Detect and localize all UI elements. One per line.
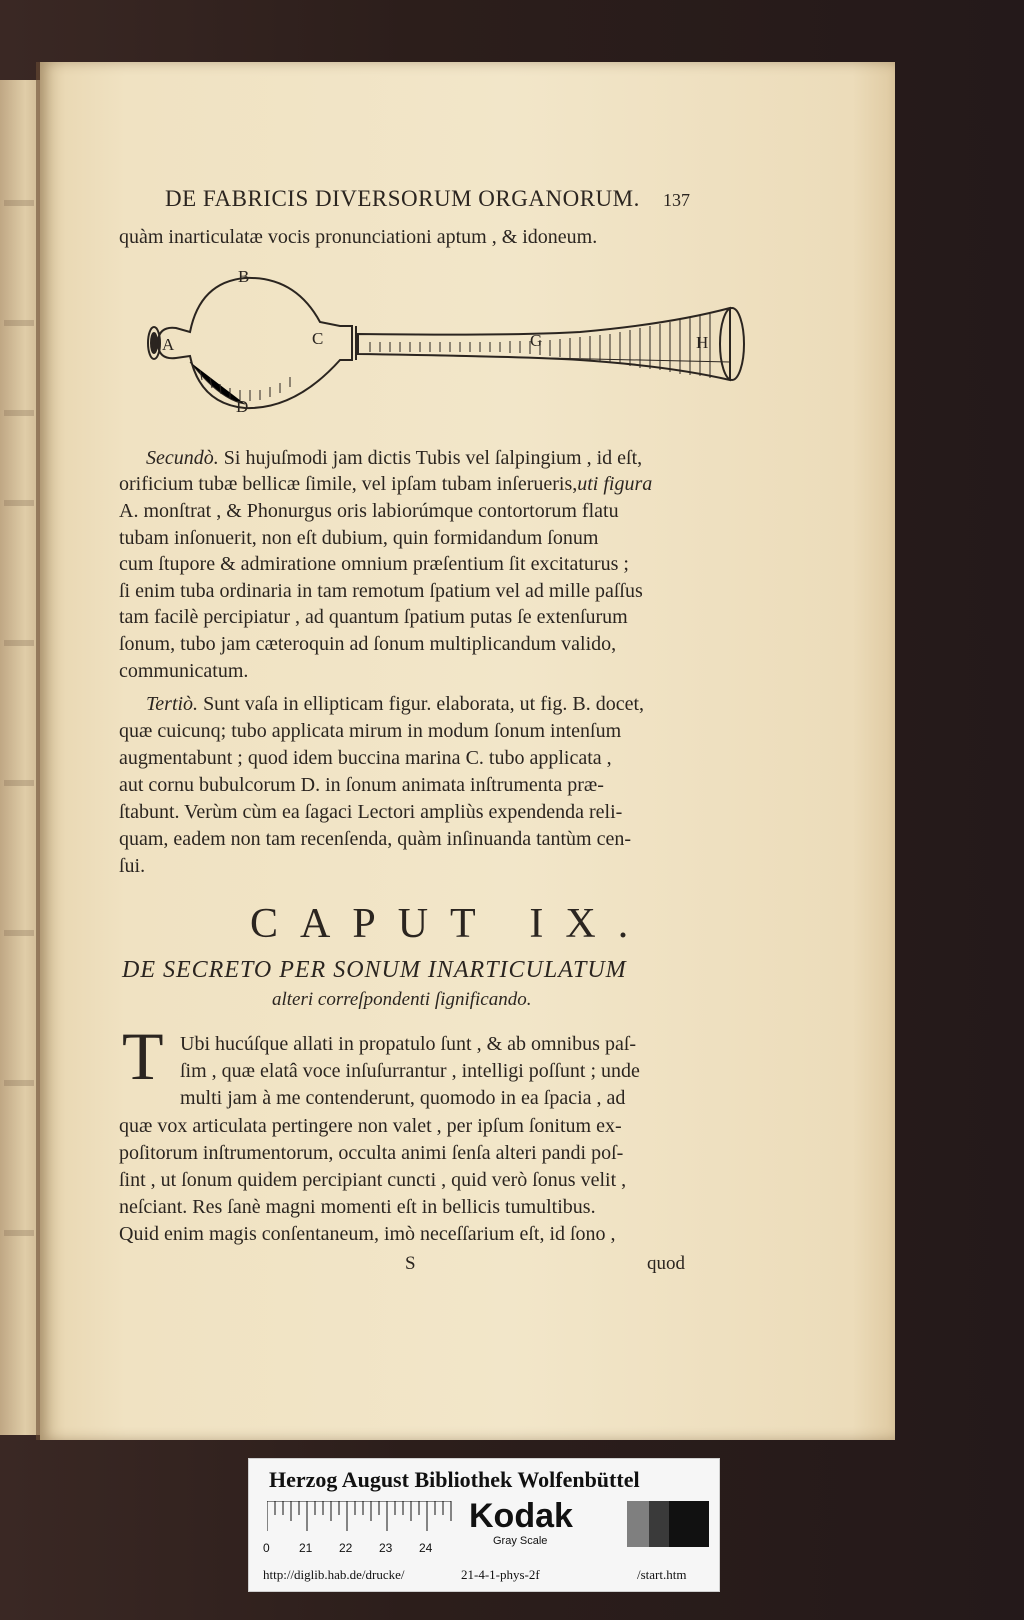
figure-label-c: C	[312, 329, 324, 348]
chapter-line: poſitorum inſtrumentorum, occulta animi ſenſa alteri pandi poſ-	[119, 1142, 624, 1164]
p2-line: augmentabunt ; quod idem buccina marina C. tubo applicata ,	[119, 747, 612, 769]
chapter-line: Ubi hucúſque allati in propatulo ſunt , & ab omnibus paſ-	[180, 1033, 637, 1055]
p2-line: Tertiò. Sunt vaſa in ellipticam figur. elaborata, ut fig. B. docet,	[146, 693, 645, 715]
kodak-logo: Kodak	[469, 1497, 573, 1535]
scale-number: 24	[419, 1541, 433, 1555]
page-number: 137	[663, 190, 690, 210]
figure-label-b: B	[238, 270, 250, 286]
p1-line: ſi enim tuba ordinaria in tam remotum ſpatium vel ad mille paſſus	[119, 580, 643, 602]
p2-line: ſtabunt. Verùm cùm ea ſagaci Lectori ampliùs expendenda reli-	[119, 801, 623, 823]
library-name: Herzog August Bibliothek Wolfenbüttel	[269, 1467, 640, 1492]
chapter-line: multi jam à me contenderunt, quomodo in ea ſpacia , ad	[180, 1087, 626, 1109]
figure-label-a: A	[162, 335, 175, 354]
scale-number: 0	[263, 1541, 270, 1555]
first-line: quàm inarticulatæ vocis pronunciationi aptum , & idoneum.	[119, 226, 598, 248]
p1-line: cum ſtupore & admiratione omnium præſentium ſit excitaturus ;	[119, 553, 629, 575]
scale-number: 21	[299, 1541, 313, 1555]
chapter-line: ſint , ut ſonum quidem percipiant cuncti , quid verò ſonus velit ,	[119, 1169, 627, 1191]
ruler-ticks	[267, 1501, 457, 1541]
chapter-line: ſim , quæ elatâ voce inſuſurrantur , intelligi poſſunt ; unde	[180, 1060, 640, 1082]
p2-line: ſui.	[119, 855, 146, 877]
chapter-line: Quid enim magis conſentaneum, imò neceſſarium eſt, id ſono ,	[119, 1223, 616, 1245]
p2-line: quæ cuicunq; tubo applicata mirum in modum ſonum intenſum	[119, 720, 622, 742]
p1-line: orificium tubæ bellicæ ſimile, vel ipſam tubam inſerueris,uti figura	[119, 473, 653, 495]
chapter-line: quæ vox articulata pertingere non valet , per ipſum ſonitum ex-	[119, 1115, 622, 1137]
p1-line: communicatum.	[119, 660, 249, 682]
source-url: http://diglib.hab.de/drucke/	[263, 1567, 405, 1582]
color-target-card	[248, 1458, 720, 1592]
chapter-subtitle-2: alteri correſpondenti ſignificando.	[272, 989, 532, 1010]
p2-line: aut cornu bubulcorum D. in ſonum animata inſtrumenta præ-	[119, 774, 604, 796]
running-title: DE FABRICIS DIVERSORUM ORGANORUM.	[165, 186, 640, 211]
p2-line: quam, eadem non tam recenſenda, quàm inſinuanda tantùm cen-	[119, 828, 632, 850]
scale-number: 22	[339, 1541, 353, 1555]
chapter-title: CAPUT IX.	[250, 901, 651, 947]
start-link: /start.htm	[637, 1567, 687, 1582]
signature-mark: S	[405, 1253, 416, 1274]
figure-label-d: D	[236, 397, 249, 416]
gray-swatch	[669, 1501, 709, 1547]
scale-number: 23	[379, 1541, 393, 1555]
figure-label-g: G	[530, 331, 543, 350]
shelfmark: 21-4-1-phys-2f	[461, 1567, 540, 1582]
p1-line: Secundò. Si hujuſmodi jam dictis Tubis vel ſalpingium , id eſt,	[146, 447, 643, 469]
p1-line: tam facilè percipiatur , ad quantum ſpatium putas ſe extenſurum	[119, 606, 628, 628]
chapter-line: neſciant. Res ſanè magni momenti eſt in bellicis tumultibus.	[119, 1196, 596, 1218]
chapter-subtitle: DE SECRETO PER SONUM INARTICULATUM	[122, 957, 627, 983]
drop-cap: T	[122, 1018, 164, 1094]
p1-line: ſonum, tubo jam cæteroquin ad ſonum multiplicandum valido,	[119, 633, 617, 655]
catchword: quod	[647, 1253, 685, 1274]
gray-swatch	[649, 1501, 669, 1547]
p1-line: tubam inſonuerit, non eſt dubium, quin formidandum ſonum	[119, 527, 599, 549]
gray-swatch	[627, 1501, 649, 1547]
figure-label-h: H	[696, 333, 709, 352]
gray-scale-label: Gray Scale	[493, 1535, 548, 1547]
trumpet-figure	[130, 270, 770, 430]
p1-line: A. monſtrat , & Phonurgus oris labiorúmque contortorum flatu	[119, 500, 619, 522]
